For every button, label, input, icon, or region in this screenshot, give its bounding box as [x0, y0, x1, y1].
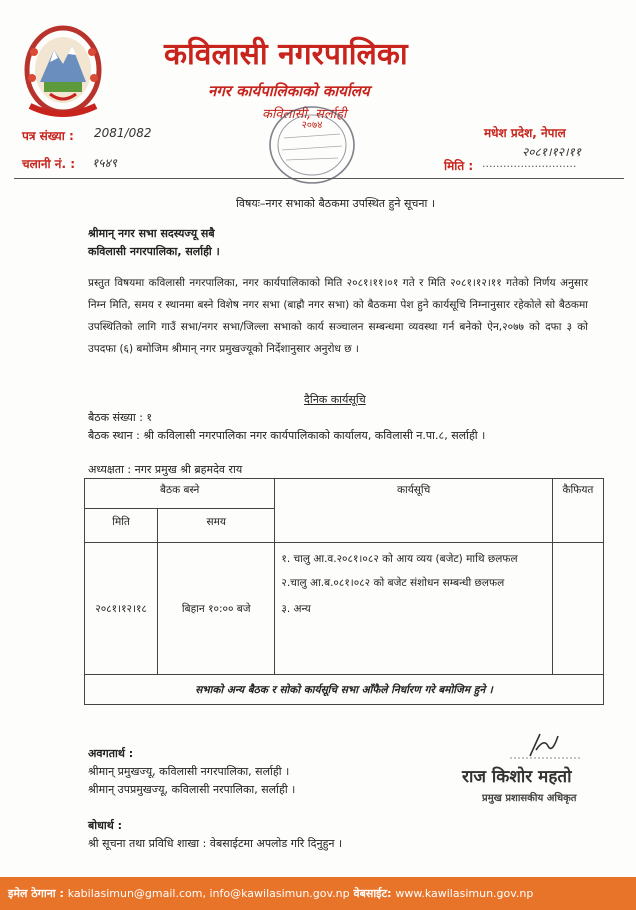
subject: विषयः–नगर सभाको बैठकमा उपस्थित हुने सूचना । — [236, 197, 436, 210]
chair: अध्यक्षता : नगर प्रमुख श्री ब्रहमदेव राय — [88, 463, 243, 476]
agenda-item-1: १. चालु आ.व.२०८१।०८२ को आय व्यय (बजेट) माथि छलफल — [281, 553, 518, 565]
email-links[interactable]: kabilasimun@gmail.com, info@kawilasimun.gov.np — [67, 887, 350, 900]
dispatch-no-label: चलानी नं. : — [22, 157, 76, 171]
stamp-year: २०७४ — [301, 120, 323, 131]
col-time-header: समय — [158, 509, 275, 543]
col-agenda-header: कार्यसूचि — [275, 479, 553, 543]
email-label: इमेल ठेगाना : — [8, 887, 64, 900]
meeting-number: बैठक संख्या : १ — [88, 411, 153, 424]
office-name: कविलासी नगरपालिका — [164, 37, 408, 72]
row-remarks — [552, 543, 603, 675]
header-divider — [14, 178, 624, 179]
letter-no-value: 2081/082 — [94, 126, 152, 140]
info-label: बोधार्थ : — [88, 819, 123, 832]
signatory-title: प्रमुख प्रशासकीय अधिकृत — [482, 793, 577, 804]
cc-line1: श्रीमान् प्रमुखज्यू, कविलासी नगरपालिका, सर्लाही । — [88, 765, 290, 778]
info-line1: श्री सूचना तथा प्रविधि शाखा : वेबसाईटमा अपलोड गरि दिनुहुन । — [88, 837, 343, 850]
province: मधेश प्रदेश, नेपाल — [484, 126, 566, 140]
meeting-place: बैठक स्थान : श्री कविलासी नगरपालिका नगर कार्यपालिकाको कार्यालय, कविलासी न.पा.८, सर्लाही । — [88, 429, 486, 442]
cc-line2: श्रीमान् उपप्रमुखज्यू, कविलासी नरपालिका, सर्लाही । — [88, 783, 296, 796]
signature-scribble-icon — [500, 728, 590, 762]
date-label: मिति : — [444, 159, 474, 173]
row-time: बिहान १०:०० बजे — [158, 543, 275, 675]
date-value: २०८१।१२।११ — [522, 145, 582, 159]
table-row — [85, 543, 604, 675]
website-link[interactable]: www.kawilasimun.gov.np — [395, 887, 534, 900]
addressee-line2: कविलासी नगरपालिका, सर्लाही । — [88, 245, 220, 258]
office-stamp-icon — [264, 100, 360, 186]
letter-no-label: पत्र संख्या : — [22, 129, 74, 143]
cc-label: अवगतार्थ : — [88, 747, 134, 760]
agenda-item-3: ३. अन्य — [281, 603, 311, 615]
signatory-name: राज किशोर महतो — [462, 767, 572, 787]
date-dots: ........................... — [482, 157, 577, 170]
table-footnote: सभाको अन्य बैठक र सोको कार्यसूचि सभा आँफैले निर्धारण गरे बमोजिम हुने । — [85, 675, 604, 705]
addressee-line1: श्रीमान् नगर सभा सदस्यज्यू सबै — [88, 227, 215, 240]
nepal-emblem-icon — [22, 22, 104, 118]
footer-contact — [8, 886, 533, 901]
row-date: २०८१।१२।१८ — [85, 543, 158, 675]
col-date-header: मिति — [85, 509, 158, 543]
dispatch-no-value: १५४९ — [92, 156, 117, 170]
body-paragraph: प्रस्तुत विषयमा कविलासी नगरपालिका, नगर कार्यपालिकाको मिति २०८१।११।०१ गते र मिति २०८१।१२।११ गतेको निर्णय अनुसार निम्न मिति, समय र स्थानमा बस्ने विशेष नगर सभा (बाह्रौ नगर सभा) को बैठकमा पेश हुने कार्यसूचि निम्नानुसार रहेकोले सो बैठकमा उपस्थितिको लागि गाउँ सभा/नगर सभा/जिल्ला सभाको कार्य सञ्चालन सम्बन्धमा व्यवस्था गर्न बनेको ऐन,२०७७ को दफा ३ को उपदफा (६) बमोजिम श्रीमान् नगर प्रमुखज्यूको निर्देशानुसार अनुरोध छ । — [88, 277, 588, 355]
agenda-table — [84, 478, 604, 705]
office-subtitle: नगर कार्यपालिकाको कार्यालय — [208, 82, 370, 100]
website-label: वेबसाईट: — [353, 887, 392, 900]
col-meeting-header: बैठक बस्ने — [85, 479, 275, 509]
agenda-heading: दैनिक कार्यसूचि — [304, 393, 366, 406]
col-remarks-header: कैफियत — [552, 479, 603, 543]
agenda-item-2: २.चालु आ.ब.०८१।०८२ को बजेट संशोधन सम्बन्धी छलफल — [281, 577, 505, 589]
office-location: कविलासी, सर्लाही — [262, 107, 347, 122]
